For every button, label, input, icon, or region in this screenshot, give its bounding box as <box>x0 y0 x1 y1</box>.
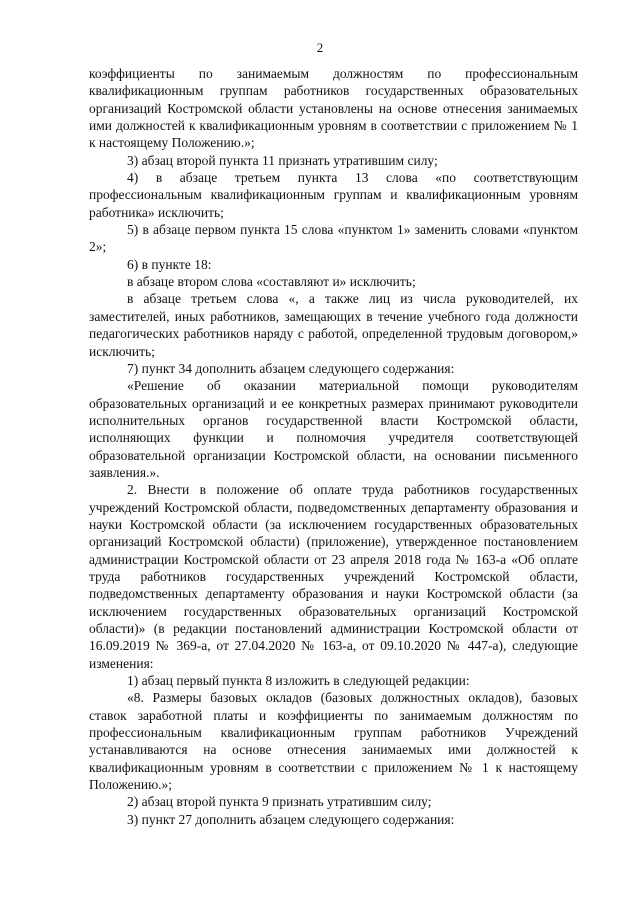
paragraph: 2) абзац второй пункта 9 признать утратившим силу; <box>127 794 432 810</box>
paragraph: 3) абзац второй пункта 11 признать утратившим силу; <box>127 152 438 168</box>
paragraph: 7) пункт 34 дополнить абзацем следующего содержания: <box>127 360 455 376</box>
paragraph: 4) в абзаце третьем пункта 13 слова «по соответствующим профессиональным квалификационным группам и квалификационным уровням работника» исключить; <box>89 170 578 220</box>
paragraph: «Решение об оказании материальной помощи руководителям образовательных организаций и ее конкретных размерах принимают руководители исполнительных органов государственной власти Костромской области, исполняющих функции и полномочия учредителя соответствующей образовательной организации Костромской области, на основании письменного заявления.». <box>89 378 578 480</box>
paragraph: коэффициенты по занимаемым должностям по профессиональным квалификационным группам работников государственных образовательных организаций Костромской области установлены на основе отнесения занимаемых ими должностей к квалификационным уровням в соответствии с приложением № 1 к настоящему Положению.»; <box>89 66 578 151</box>
paragraph: в абзаце третьем слова «, а также лиц из числа руководителей, их заместителей, иных работников, замещающих в течение учебного года должности педагогических работников наряду с работой, определенной трудовым договором,» исключить; <box>89 291 578 359</box>
paragraph: 2. Внести в положение об оплате труда работников государственных учреждений Костромской области, подведомственных департаменту образования и науки Костромской области (за исключением государственных образовательных организаций Костромской области) (приложение), утвержденное постановлением администрации Костромской области от 23 апреля 2018 года № 163-а «Об оплате труда работников государственных учреждений Костромской области, подведомственных департаменту образования и науки Костромской области (за исключением государственных образовательных организаций Костромской области)» (в редакции постановлений администрации Костромской области от 16.09.2019 № 369-а, от 27.04.2020 № 163-а, от 09.10.2020 № 447-а), следующие изменения: <box>89 482 578 671</box>
paragraph: 3) пункт 27 дополнить абзацем следующего содержания: <box>127 811 455 827</box>
page-number: 2 <box>316 40 324 55</box>
paragraph: 6) в пункте 18: <box>127 256 212 272</box>
paragraph: 1) абзац первый пункта 8 изложить в следующей редакции: <box>127 673 470 689</box>
document-body <box>89 65 578 828</box>
paragraph: 5) в абзаце первом пункта 15 слова «пунктом 1» заменить словами «пунктом 2»; <box>89 222 578 255</box>
paragraph: «8. Размеры базовых окладов (базовых должностных окладов), базовых ставок заработной платы и коэффициенты по занимаемым должностям по профессиональным квалификационным группам работников Учреждений устанавливаются на основе отнесения занимаемых ими должностей к квалификационным уровням в соответствии с приложением № 1 к настоящему Положению.»; <box>89 690 578 793</box>
paragraph: в абзаце втором слова «составляют и» исключить; <box>127 274 416 290</box>
